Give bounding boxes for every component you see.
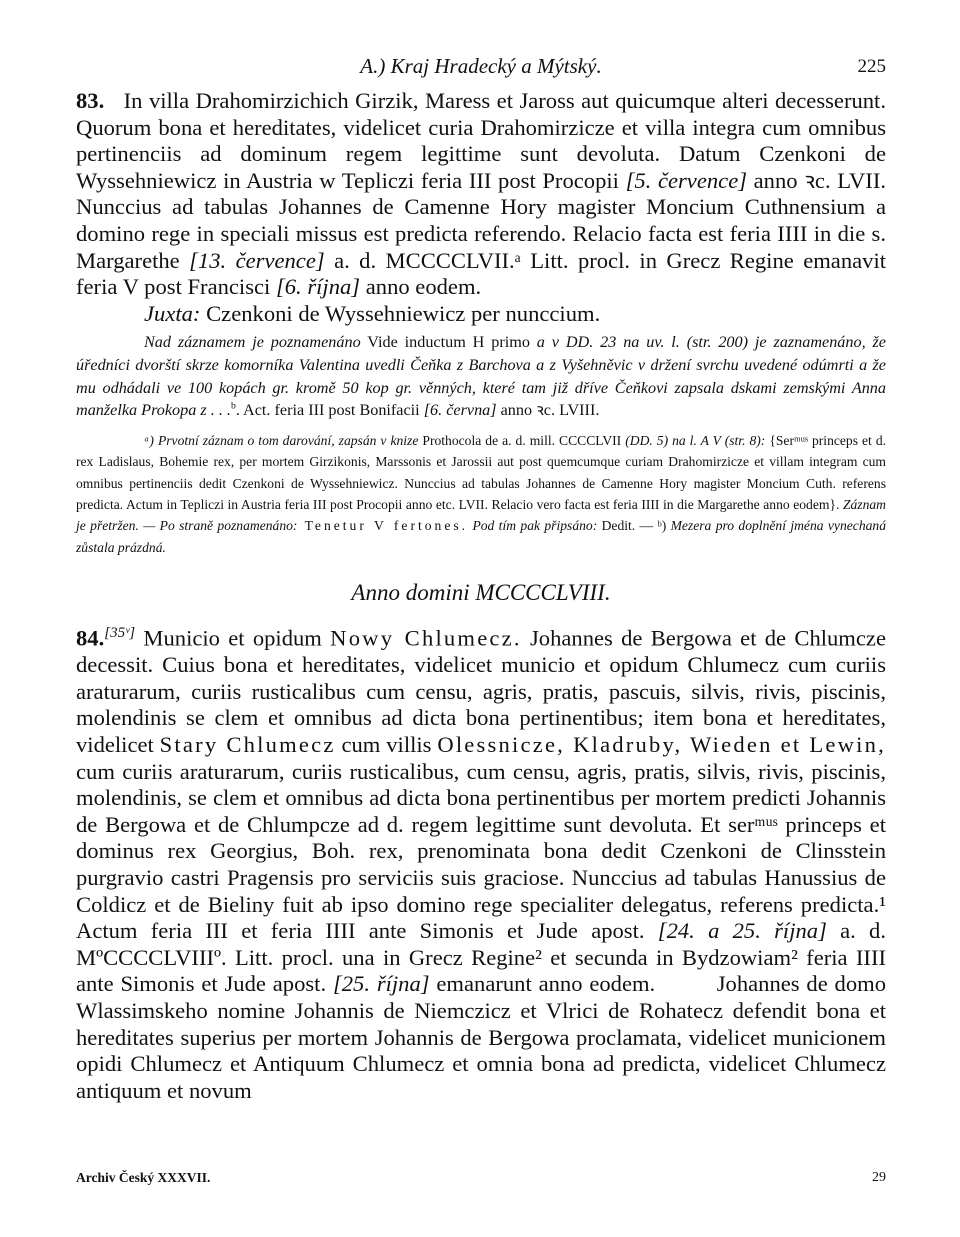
date-note: [25. října] <box>332 971 430 997</box>
footnote-italic: Záznam je přetržen. — Po straně poznamenáno: <box>76 496 886 534</box>
entry-84 <box>76 620 886 1104</box>
footer-signature: Archiv Český XXXVII. <box>76 1170 211 1185</box>
footnote-italic: Mezera pro doplnění jména vynechaná zůstala prázdná. <box>76 518 887 555</box>
entry-text: Municio et opidum <box>135 625 331 651</box>
note-text: Vide inductum H primo <box>360 333 537 352</box>
entry-text: cum curiis araturarum, curiis rusticalibus, cum censu, agris, pratis, silvis, rivis, piscinis, molendinis, se clem et omnibus ad dicta bona pertinentibus per mortem predicti Johannis de Bergowa et de Chlumpcze ad d. regem legittime sunt devoluta. Et serᵐᵘˢ princeps et dominus rex Georgius, Boh. rex, prenominata bona dedit Czenkoni de Clinsstein purgravio castri Pragensis pro serviciis suis graciose. Nunccius ad tabulas Hanussius de Coldicz et de Bieliny fuit ab ipso domino rege specialiter delegatus, referens predicta.¹ Actum feria III et feria IIII ante Simonis et Jude apost. <box>76 758 886 944</box>
entry-83 <box>76 88 886 301</box>
entry-text: cum villis <box>335 732 438 758</box>
entry-text: In villa Drahomirzichich Girzik, Maress et Jaross aut quicumque alteri decesserunt. Quorum bona et hereditates, videlicet curia Drahomirzicze et villa integra cum omnibus pertinenciis ad dominum regem legittime sunt devoluta. Datum Czenkoni de Wyssehniewicz in Austria w Tepliczi feria III post Procopii <box>76 88 886 193</box>
footnote-italic: Pod tím pak připsáno: <box>468 518 598 534</box>
entry-text: anno ꝛc. LVII. Nunccius ad tabulas Johannes de Camenne Hory magister Moncium Cuthnensium a domino rege in speciali missus est predicta referendo. Relacio facta est feria IIII in die s. Margarethe <box>76 167 886 273</box>
place-name: Nowy Chlumecz. <box>330 625 522 651</box>
juxta-label: Juxta: <box>144 300 201 326</box>
entry-text: anno eodem. <box>360 274 482 300</box>
footnote-text: Dedit. — <box>597 518 658 534</box>
footnote-mark: ᵃ) <box>144 432 154 448</box>
date-note: [6. října] <box>275 274 361 300</box>
footnote-italic: (DD. 5) na l. A V (str. 8): <box>625 432 766 448</box>
place-name: Stary Chlumecz <box>159 732 336 758</box>
entry-text: Johannes de Bergowa et de Chlumcze decessit. Cuius bona et hereditates, videlicet municio et opidum Chlumecz cum curiis araturarum, curiis rusticalibus cum censu, agris, pratis, pascuis, silvis, rivis, piscinis, molendinis se clem et omnibus ad dicta bona pertinentibus; item bona et hereditates, videlicet <box>76 625 886 758</box>
entry-text: a. d. MºCCCCLVIIIº. Litt. procl. una in Grecz Regine² et secunda in Bydzowiam² feria IIII ante Simonis et Jude apost. <box>76 918 887 997</box>
footnotes-83 <box>76 430 886 558</box>
entry-text: a. d. MCCCCLVII.ᵃ Litt. procl. in Grecz Regine emanavit feria V post Francisci <box>76 247 886 300</box>
footnote-mark: ᵇ) <box>657 518 667 534</box>
entry-text: Johannes de domo Wlassimskeho nomine Johannis de Niemczicz et Vlrici de Rohatecz defendit bona et hereditates superius per mortem Johannis de Bergowa proclamata, videlicet municionem opidi Chlumecz et Antiquum Chlumecz et omnia bona ad predicta, videlicet Chlumecz antiquum et novum <box>76 971 887 1103</box>
footnote-italic: Prvotní záznam o tom darování, zapsán v knize <box>153 432 419 448</box>
juxta-text: Czenkoni de Wyssehniewicz per nunccium. <box>200 300 601 326</box>
date-note: [13. července] <box>189 247 325 273</box>
note-sup: b <box>230 400 236 412</box>
note-italic: Nad záznamem je poznamenáno <box>144 333 361 352</box>
running-header <box>76 48 886 88</box>
note-text: anno ꝛc. LVIII. <box>496 401 600 420</box>
note-italic: [6. června] <box>423 401 497 420</box>
footnote-spaced: Tenetur V fertones. <box>297 518 469 534</box>
sheet-number: 29 <box>872 1170 886 1185</box>
folio-mark: [35ᵛ] <box>104 625 136 642</box>
page-footer <box>76 1170 886 1186</box>
note-text: . Act. feria III post Bonifacii <box>235 401 424 420</box>
place-name: Olessnicze, Kladruby, Wieden et Lewin, <box>437 732 887 758</box>
header-title: A.) Kraj Hradecký a Mýtský. <box>360 54 602 78</box>
page-number: 225 <box>857 56 886 77</box>
entry-number: 84. <box>76 625 105 651</box>
document-page <box>76 48 886 1104</box>
date-note: [24. a 25. října] <box>657 918 827 944</box>
entry-number: 83. <box>76 88 105 113</box>
note-83 <box>76 331 886 421</box>
year-heading: Anno domini MCCCCLVIII. <box>351 580 611 606</box>
entry-text: emanarunt anno eodem. <box>429 971 656 997</box>
juxta-line <box>76 301 886 328</box>
footnote-text: Prothocola de a. d. mill. CCCCLVII <box>418 432 626 448</box>
footnote-text: {Serᵐᵘˢ princeps et d. rex Ladislaus, Bohemie rex, per mortem Girzikonis, Marssonis et Jarossii aut post quemcumque curiam Drahomirzicze et villam integram cum omnibus pertinenciis dedit Czenkoni de Wyssehniewicz. Nunccius ad tabulas Johannes de Camenne Hory magister Moncium Cuth. referens predicta. Actum in Tepliczi in Austria feria III post Procopii anno etc. LVII. Relacio vero facta est feria IIII in die Margarethe anno eodem}. <box>76 432 887 512</box>
note-italic: a v DD. 23 na uv. l. (str. 200) je zaznamenáno, že úředníci dvorští skrze komorníka Valentina uvedli Čeňka z Barchova a z Vyšehněvic v držení svrchu uvedené odúmrti a že mu odhádali ve 100 kopách gr. kromě 50 kop gr. věnných, které tam již dříve Čeňkovi zapsala dskami zemskými Anna manželka Prokopa z . . . <box>76 333 886 420</box>
date-note: [5. července] <box>625 167 748 193</box>
